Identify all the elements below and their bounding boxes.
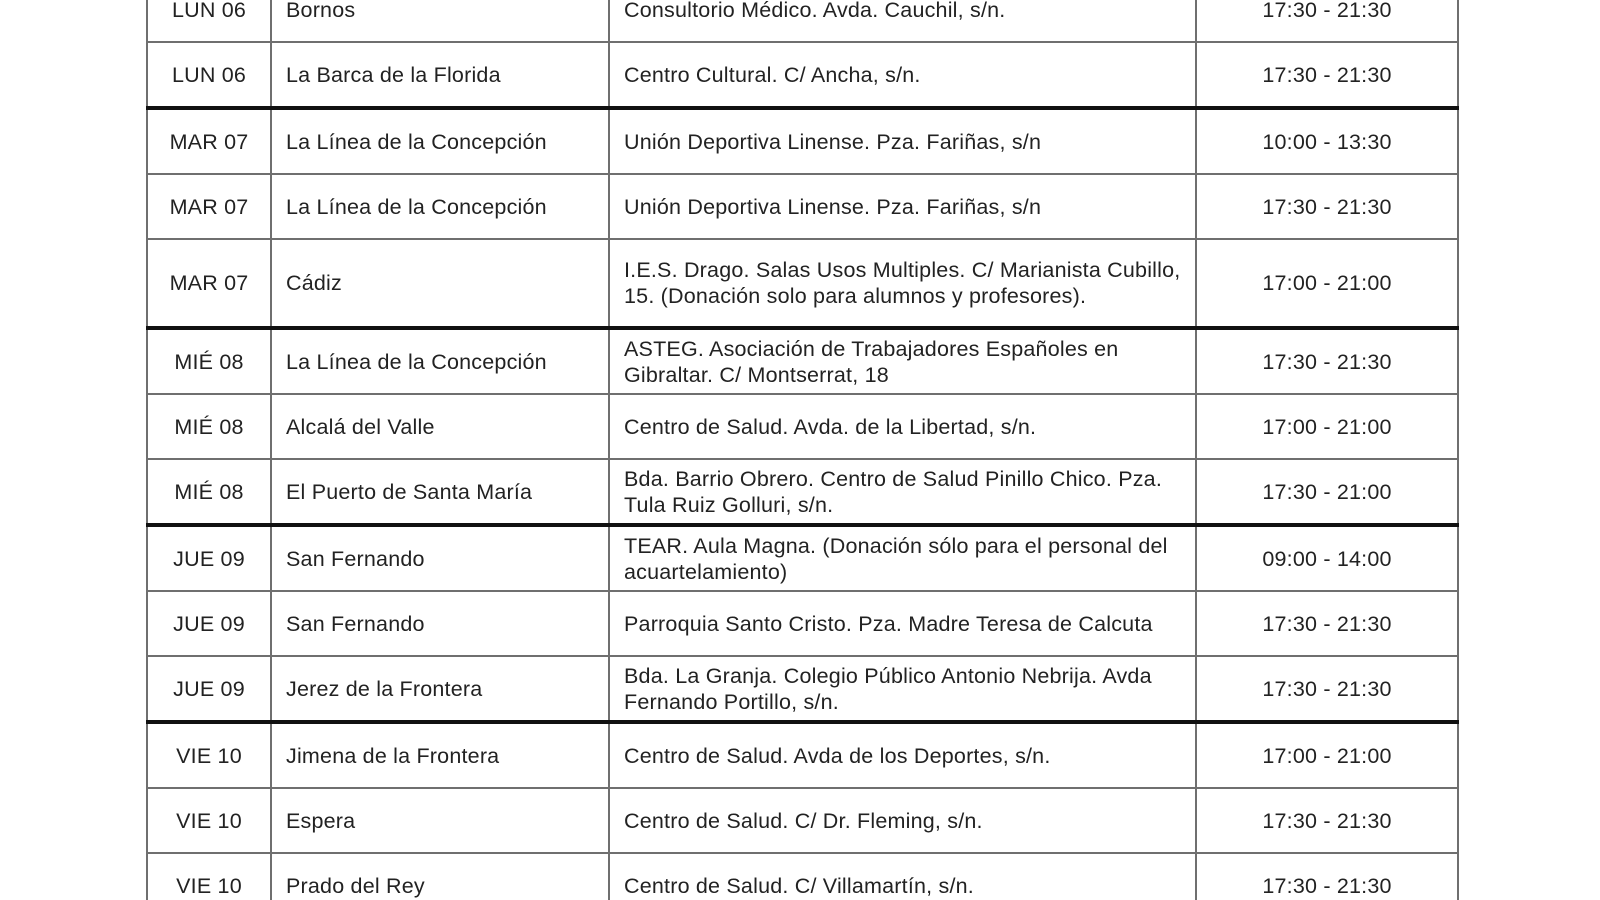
day-cell: VIE 10 xyxy=(147,788,271,853)
day-cell: JUE 09 xyxy=(147,591,271,656)
time-cell: 17:30 - 21:30 xyxy=(1196,328,1458,394)
place-cell: I.E.S. Drago. Salas Usos Multiples. C/ Marianista Cubillo, 15. (Donación solo para alumnos y profesores). xyxy=(609,239,1196,328)
town-cell: La Línea de la Concepción xyxy=(271,108,609,174)
place-cell: ASTEG. Asociación de Trabajadores Españoles en Gibraltar. C/ Montserrat, 18 xyxy=(609,328,1196,394)
table-row xyxy=(147,722,1458,788)
town-cell: El Puerto de Santa María xyxy=(271,459,609,525)
place-cell: Centro de Salud. C/ Villamartín, s/n. xyxy=(609,853,1196,900)
town-cell: San Fernando xyxy=(271,525,609,591)
time-cell: 17:30 - 21:30 xyxy=(1196,42,1458,108)
donation-schedule-table xyxy=(146,0,1459,900)
day-cell: MIÉ 08 xyxy=(147,328,271,394)
place-cell: Unión Deportiva Linense. Pza. Fariñas, s/n xyxy=(609,108,1196,174)
town-cell: Jerez de la Frontera xyxy=(271,656,609,722)
place-cell: Centro Cultural. C/ Ancha, s/n. xyxy=(609,42,1196,108)
table-row xyxy=(147,591,1458,656)
day-cell: MAR 07 xyxy=(147,174,271,239)
table-row xyxy=(147,853,1458,900)
time-cell: 17:00 - 21:00 xyxy=(1196,239,1458,328)
day-cell: VIE 10 xyxy=(147,722,271,788)
table-row xyxy=(147,656,1458,722)
table-row xyxy=(147,108,1458,174)
day-cell: MIÉ 08 xyxy=(147,394,271,459)
town-cell: Espera xyxy=(271,788,609,853)
town-cell: La Barca de la Florida xyxy=(271,42,609,108)
table-row xyxy=(147,394,1458,459)
table-row xyxy=(147,525,1458,591)
place-cell: Parroquia Santo Cristo. Pza. Madre Teresa de Calcuta xyxy=(609,591,1196,656)
day-cell: MAR 07 xyxy=(147,108,271,174)
day-cell: LUN 06 xyxy=(147,42,271,108)
day-cell: LUN 06 xyxy=(147,0,271,42)
time-cell: 10:00 - 13:30 xyxy=(1196,108,1458,174)
town-cell: San Fernando xyxy=(271,591,609,656)
time-cell: 17:00 - 21:00 xyxy=(1196,394,1458,459)
town-cell: Bornos xyxy=(271,0,609,42)
day-cell: MIÉ 08 xyxy=(147,459,271,525)
table-row xyxy=(147,239,1458,328)
place-cell: Centro de Salud. Avda. de la Libertad, s/n. xyxy=(609,394,1196,459)
table-row xyxy=(147,788,1458,853)
time-cell: 17:30 - 21:30 xyxy=(1196,788,1458,853)
time-cell: 17:30 - 21:30 xyxy=(1196,591,1458,656)
town-cell: Alcalá del Valle xyxy=(271,394,609,459)
schedule-body xyxy=(147,0,1458,900)
place-cell: Centro de Salud. Avda de los Deportes, s/n. xyxy=(609,722,1196,788)
day-cell: MAR 07 xyxy=(147,239,271,328)
time-cell: 17:30 - 21:30 xyxy=(1196,174,1458,239)
day-cell: JUE 09 xyxy=(147,525,271,591)
time-cell: 17:30 - 21:30 xyxy=(1196,656,1458,722)
town-cell: La Línea de la Concepción xyxy=(271,174,609,239)
table-row xyxy=(147,328,1458,394)
town-cell: La Línea de la Concepción xyxy=(271,328,609,394)
place-cell: Bda. La Granja. Colegio Público Antonio Nebrija. Avda Fernando Portillo, s/n. xyxy=(609,656,1196,722)
day-cell: JUE 09 xyxy=(147,656,271,722)
place-cell: TEAR. Aula Magna. (Donación sólo para el personal del acuartelamiento) xyxy=(609,525,1196,591)
table-row xyxy=(147,174,1458,239)
place-cell: Consultorio Médico. Avda. Cauchil, s/n. xyxy=(609,0,1196,42)
place-cell: Unión Deportiva Linense. Pza. Fariñas, s/n xyxy=(609,174,1196,239)
table-row xyxy=(147,459,1458,525)
table-row xyxy=(147,42,1458,108)
town-cell: Jimena de la Frontera xyxy=(271,722,609,788)
day-cell: VIE 10 xyxy=(147,853,271,900)
place-cell: Bda. Barrio Obrero. Centro de Salud Pinillo Chico. Pza. Tula Ruiz Golluri, s/n. xyxy=(609,459,1196,525)
place-cell: Centro de Salud. C/ Dr. Fleming, s/n. xyxy=(609,788,1196,853)
time-cell: 17:00 - 21:00 xyxy=(1196,722,1458,788)
time-cell: 17:30 - 21:00 xyxy=(1196,459,1458,525)
table-row xyxy=(147,0,1458,42)
time-cell: 17:30 - 21:30 xyxy=(1196,853,1458,900)
time-cell: 09:00 - 14:00 xyxy=(1196,525,1458,591)
town-cell: Cádiz xyxy=(271,239,609,328)
town-cell: Prado del Rey xyxy=(271,853,609,900)
time-cell: 17:30 - 21:30 xyxy=(1196,0,1458,42)
